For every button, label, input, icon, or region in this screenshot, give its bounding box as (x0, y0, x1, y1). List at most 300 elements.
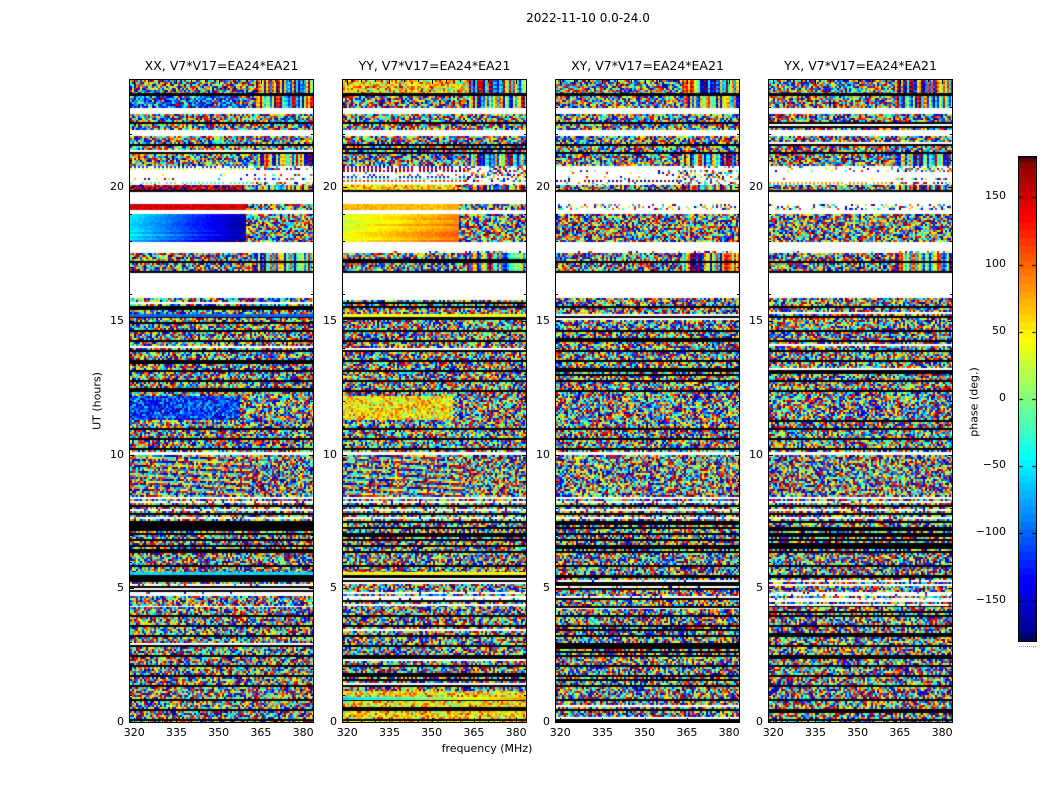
panel-yx (768, 79, 953, 723)
colorbar (1018, 156, 1037, 642)
tick-mark (488, 720, 489, 722)
tick-mark (769, 348, 771, 349)
tick-mark (343, 214, 345, 215)
tick-mark (311, 241, 313, 242)
tick-mark (311, 669, 313, 670)
tick-mark (556, 267, 558, 268)
y-tick-label: 5 (756, 581, 763, 595)
tick-mark (631, 720, 632, 722)
tick-mark (205, 80, 206, 82)
tick-mark (176, 718, 177, 722)
tick-mark (950, 348, 952, 349)
tick-mark (950, 642, 952, 643)
tick-mark (815, 80, 816, 84)
tick-mark (556, 508, 558, 509)
tick-mark (219, 718, 220, 722)
tick-mark (715, 80, 716, 82)
tick-mark (418, 720, 419, 722)
tick-mark (556, 401, 558, 402)
tick-mark (343, 374, 345, 375)
tick-mark (474, 80, 475, 84)
tick-mark (524, 401, 526, 402)
tick-mark (446, 80, 447, 82)
tick-mark (524, 134, 526, 135)
tick-mark (769, 695, 771, 696)
tick-mark (942, 718, 943, 722)
x-tick-label: 365 (889, 726, 911, 739)
tick-mark (769, 321, 773, 322)
tick-mark (737, 348, 739, 349)
tick-mark (769, 481, 771, 482)
tick-mark (950, 214, 952, 215)
tick-mark (729, 80, 730, 84)
tick-mark (645, 80, 646, 84)
tick-mark (673, 80, 674, 82)
colorbar-gradient (1019, 157, 1036, 641)
tick-mark (130, 321, 134, 322)
tick-mark (524, 214, 526, 215)
tick-mark (524, 508, 526, 509)
tick-mark (311, 160, 313, 161)
tick-mark (617, 80, 618, 82)
tick-mark (769, 669, 771, 670)
heatmap-canvas-xx (130, 80, 313, 722)
tick-mark (556, 374, 558, 375)
tick-mark (516, 80, 517, 84)
tick-mark (524, 267, 526, 268)
tick-mark (233, 720, 234, 722)
y-tick-label: 20 (749, 180, 763, 193)
tick-mark (130, 267, 132, 268)
tick-mark (130, 107, 132, 108)
tick-mark (659, 80, 660, 82)
tick-mark (737, 214, 739, 215)
tick-mark (769, 428, 771, 429)
tick-mark (737, 642, 739, 643)
x-tick-label: 320 (762, 726, 784, 739)
tick-mark (659, 720, 660, 722)
tick-mark (432, 718, 433, 722)
tick-mark (631, 80, 632, 82)
tick-mark (844, 720, 845, 722)
tick-mark (687, 718, 688, 722)
tick-mark (556, 481, 558, 482)
x-tick-label: 380 (505, 726, 527, 739)
tick-mark (130, 508, 132, 509)
tick-mark (950, 160, 952, 161)
tick-mark (247, 720, 248, 722)
tick-mark (769, 134, 771, 135)
tick-mark (574, 80, 575, 82)
y-tick-label: 15 (536, 313, 550, 327)
tick-mark (556, 669, 558, 670)
tick-mark (130, 134, 132, 135)
y-tick-label: 0 (330, 715, 337, 728)
tick-mark (524, 695, 526, 696)
tick-mark (261, 80, 262, 84)
tick-mark (737, 508, 739, 509)
tick-mark (130, 401, 132, 402)
tick-mark (737, 669, 739, 670)
tick-mark (130, 348, 132, 349)
tick-mark (311, 562, 313, 563)
tick-mark (556, 214, 558, 215)
tick-mark (311, 374, 313, 375)
tick-mark (769, 214, 771, 215)
tick-mark (488, 80, 489, 82)
tick-mark (556, 695, 558, 696)
tick-mark (343, 562, 345, 563)
tick-mark (556, 294, 558, 295)
tick-mark (737, 481, 739, 482)
tick-mark (343, 455, 347, 456)
colorbar-label: phase (deg.) (967, 367, 981, 437)
tick-mark (343, 134, 345, 135)
tick-mark (737, 107, 739, 108)
tick-mark (556, 107, 558, 108)
tick-mark (343, 160, 345, 161)
tick-mark (769, 374, 771, 375)
tick-mark (311, 267, 313, 268)
tick-mark (950, 134, 952, 135)
tick-mark (502, 80, 503, 82)
tick-mark (130, 695, 132, 696)
tick-mark (556, 642, 558, 643)
tick-mark (737, 428, 739, 429)
tick-mark (556, 588, 560, 589)
tick-mark (773, 718, 774, 722)
tick-mark (872, 80, 873, 82)
tick-mark (948, 187, 952, 188)
tick-mark (130, 374, 132, 375)
tick-mark (130, 615, 132, 616)
tick-mark (556, 348, 558, 349)
tick-mark (130, 669, 132, 670)
tick-mark (701, 80, 702, 82)
tick-mark (773, 80, 774, 84)
tick-mark (162, 720, 163, 722)
tick-mark (524, 294, 526, 295)
tick-mark (162, 80, 163, 82)
tick-mark (311, 508, 313, 509)
tick-mark (343, 107, 345, 108)
tick-mark (343, 187, 347, 188)
x-tick-label: 380 (718, 726, 740, 739)
tick-mark (556, 455, 560, 456)
tick-mark (524, 107, 526, 108)
tick-mark (130, 160, 132, 161)
tick-mark (769, 642, 771, 643)
y-tick-label: 0 (543, 715, 550, 728)
x-tick-label: 380 (292, 726, 314, 739)
tick-mark (556, 321, 560, 322)
tick-mark (769, 160, 771, 161)
tick-mark (560, 718, 561, 722)
tick-mark (311, 535, 313, 536)
tick-mark (950, 241, 952, 242)
tick-mark (950, 374, 952, 375)
tick-mark (343, 481, 345, 482)
tick-mark (737, 160, 739, 161)
tick-mark (311, 107, 313, 108)
tick-mark (588, 80, 589, 82)
tick-mark (148, 720, 149, 722)
tick-mark (769, 588, 773, 589)
colorbar-end-dots (1019, 646, 1036, 647)
tick-mark (219, 80, 220, 84)
tick-mark (130, 294, 132, 295)
tick-mark (275, 80, 276, 82)
tick-mark (737, 134, 739, 135)
colorbar-tick-label: 0 (999, 391, 1006, 404)
tick-mark (950, 401, 952, 402)
tick-mark (524, 374, 526, 375)
tick-mark (950, 669, 952, 670)
tick-mark (343, 241, 345, 242)
tick-mark (737, 374, 739, 375)
tick-mark (205, 720, 206, 722)
tick-mark (289, 80, 290, 82)
tick-mark (769, 241, 771, 242)
tick-mark (347, 80, 348, 84)
tick-mark (524, 428, 526, 429)
tick-mark (769, 535, 771, 536)
tick-mark (303, 80, 304, 84)
tick-mark (176, 80, 177, 84)
tick-mark (914, 80, 915, 82)
tick-mark (343, 669, 345, 670)
tick-mark (950, 535, 952, 536)
tick-mark (801, 720, 802, 722)
y-tick-label: 0 (756, 715, 763, 728)
tick-mark (233, 80, 234, 82)
colorbar-tick-label: 50 (992, 324, 1006, 337)
tick-mark (950, 562, 952, 563)
tick-mark (872, 720, 873, 722)
colorbar-tick-label: 150 (985, 189, 1006, 202)
tick-mark (524, 642, 526, 643)
tick-mark (769, 401, 771, 402)
tick-mark (343, 695, 345, 696)
tick-mark (311, 134, 313, 135)
tick-mark (769, 294, 771, 295)
tick-mark (343, 267, 345, 268)
tick-mark (524, 241, 526, 242)
tick-mark (815, 718, 816, 722)
y-tick-label: 15 (749, 313, 763, 327)
tick-mark (130, 187, 134, 188)
tick-mark (914, 720, 915, 722)
tick-mark (524, 348, 526, 349)
tick-mark (247, 80, 248, 82)
y-tick-label: 10 (749, 447, 763, 461)
tick-mark (858, 718, 859, 722)
tick-mark (418, 80, 419, 82)
tick-mark (769, 562, 771, 563)
tick-mark (737, 535, 739, 536)
tick-mark (130, 588, 134, 589)
y-tick-label: 15 (323, 313, 337, 327)
x-tick-label: 350 (208, 726, 230, 739)
tick-mark (769, 267, 771, 268)
tick-mark (432, 80, 433, 84)
y-tick-label: 20 (536, 180, 550, 193)
tick-mark (134, 80, 135, 84)
tick-mark (130, 428, 132, 429)
tick-mark (787, 720, 788, 722)
tick-mark (311, 428, 313, 429)
y-tick-label: 20 (323, 180, 337, 193)
figure-title: 2022-11-10 0.0-24.0 (526, 11, 650, 25)
x-axis-label: frequency (MHz) (441, 742, 533, 755)
tick-mark (769, 107, 771, 108)
tick-mark (134, 718, 135, 722)
tick-mark (130, 562, 132, 563)
tick-mark (928, 720, 929, 722)
tick-mark (556, 535, 558, 536)
tick-mark (130, 642, 132, 643)
tick-mark (556, 241, 558, 242)
tick-mark (343, 642, 345, 643)
panel-xy (555, 79, 740, 723)
tick-mark (948, 588, 952, 589)
y-tick-label: 15 (110, 313, 124, 327)
y-tick-label: 0 (117, 715, 124, 728)
colorbar-tick-label: −50 (982, 458, 1006, 471)
x-tick-label: 350 (421, 726, 443, 739)
tick-mark (737, 562, 739, 563)
tick-mark (556, 615, 558, 616)
tick-mark (950, 695, 952, 696)
y-tick-label: 5 (543, 581, 550, 595)
tick-mark (950, 481, 952, 482)
tick-mark (343, 348, 345, 349)
tick-mark (588, 720, 589, 722)
tick-mark (769, 508, 771, 509)
tick-mark (687, 80, 688, 84)
colorbar-tick-label: −100 (975, 525, 1006, 538)
panel-yy (342, 79, 527, 723)
x-tick-label: 365 (250, 726, 272, 739)
tick-mark (524, 481, 526, 482)
y-axis-label: UT (hours) (90, 372, 104, 430)
tick-mark (343, 508, 345, 509)
tick-mark (524, 562, 526, 563)
tick-mark (343, 535, 345, 536)
panel-title-yy: YY, V7*V17=EA24*EA21 (358, 58, 511, 73)
x-tick-label: 320 (123, 726, 145, 739)
tick-mark (191, 720, 192, 722)
tick-mark (389, 718, 390, 722)
panel-xx (129, 79, 314, 723)
tick-mark (389, 80, 390, 84)
panel-title-yx: YX, V7*V17=EA24*EA21 (784, 58, 937, 73)
tick-mark (560, 80, 561, 84)
x-tick-label: 350 (847, 726, 869, 739)
tick-mark (191, 80, 192, 82)
tick-mark (769, 455, 773, 456)
tick-mark (347, 718, 348, 722)
tick-mark (343, 401, 345, 402)
tick-mark (737, 241, 739, 242)
tick-mark (900, 718, 901, 722)
y-tick-label: 5 (330, 581, 337, 595)
tick-mark (737, 615, 739, 616)
tick-mark (311, 481, 313, 482)
tick-mark (343, 615, 345, 616)
tick-mark (769, 187, 773, 188)
x-tick-label: 320 (549, 726, 571, 739)
tick-mark (556, 428, 558, 429)
tick-mark (311, 615, 313, 616)
tick-mark (130, 241, 132, 242)
tick-mark (130, 455, 134, 456)
tick-mark (737, 401, 739, 402)
tick-mark (404, 720, 405, 722)
tick-mark (130, 481, 132, 482)
tick-mark (361, 720, 362, 722)
tick-mark (928, 80, 929, 82)
tick-mark (556, 160, 558, 161)
tick-mark (524, 160, 526, 161)
y-tick-label: 5 (117, 581, 124, 595)
panel-title-xy: XY, V7*V17=EA24*EA21 (571, 58, 724, 73)
tick-mark (311, 642, 313, 643)
tick-mark (950, 294, 952, 295)
tick-mark (446, 720, 447, 722)
tick-mark (673, 720, 674, 722)
x-tick-label: 335 (378, 726, 400, 739)
tick-mark (737, 267, 739, 268)
x-tick-label: 365 (676, 726, 698, 739)
tick-mark (556, 187, 560, 188)
tick-mark (261, 718, 262, 722)
tick-mark (524, 615, 526, 616)
tick-mark (830, 720, 831, 722)
x-tick-label: 335 (591, 726, 613, 739)
tick-mark (602, 80, 603, 84)
tick-mark (343, 321, 347, 322)
tick-mark (787, 80, 788, 82)
tick-mark (737, 294, 739, 295)
tick-mark (900, 80, 901, 84)
tick-mark (343, 588, 347, 589)
y-tick-label: 20 (110, 180, 124, 193)
tick-mark (524, 669, 526, 670)
tick-mark (830, 80, 831, 82)
tick-mark (844, 80, 845, 82)
tick-mark (574, 720, 575, 722)
panel-title-xx: XX, V7*V17=EA24*EA21 (144, 58, 299, 73)
tick-mark (602, 718, 603, 722)
tick-mark (275, 720, 276, 722)
tick-mark (148, 80, 149, 82)
x-tick-label: 380 (931, 726, 953, 739)
y-tick-label: 10 (110, 447, 124, 461)
tick-mark (460, 720, 461, 722)
tick-mark (950, 508, 952, 509)
tick-mark (524, 535, 526, 536)
tick-mark (404, 80, 405, 82)
tick-mark (474, 718, 475, 722)
tick-mark (948, 321, 952, 322)
tick-mark (858, 80, 859, 84)
tick-mark (701, 720, 702, 722)
tick-mark (886, 720, 887, 722)
colorbar-tick-label: 100 (985, 257, 1006, 270)
tick-mark (942, 80, 943, 84)
tick-mark (311, 695, 313, 696)
